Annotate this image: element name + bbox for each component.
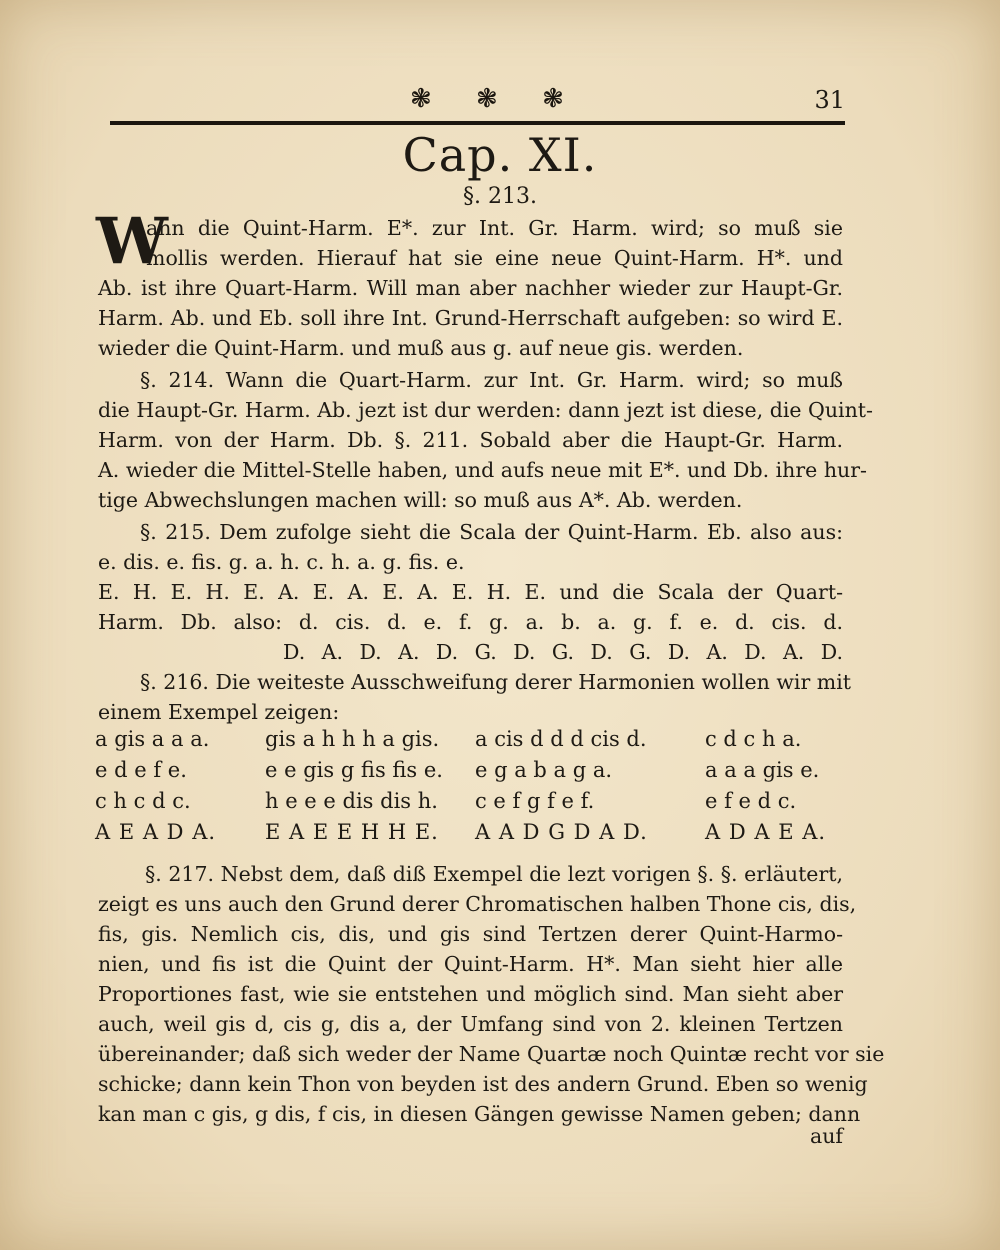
- text-line: tige Abwechslungen machen will: so muß aus A*. Ab. werden.: [98, 488, 743, 512]
- text-line: kan man c gis, g dis, f cis, in diesen Gängen gewisse Namen geben; dann: [98, 1102, 861, 1126]
- text-line: §. 214. Wann die Quart-Harm. zur Int. Gr. Harm. wird; so muß: [140, 368, 843, 392]
- text-line: mollis werden. Hierauf hat sie eine neue Quint-Harm. H*. und: [146, 246, 843, 270]
- text-line: schicke; dann kein Thon von beyden ist des andern Grund. Eben so wenig: [98, 1072, 868, 1096]
- text-line: Ab. ist ihre Quart-Harm. Will man aber nachher wieder zur Haupt-Gr.: [98, 276, 843, 300]
- text-line: die Haupt-Gr. Harm. Ab. jezt ist dur werden: dann jezt ist diese, die Quint-: [98, 398, 873, 422]
- table-cell: c d c h a.: [705, 727, 802, 751]
- text-line: zeigt es uns auch den Grund derer Chromatischen halben Thone cis, dis,: [98, 892, 857, 916]
- text-line: nien, und fis ist die Quint der Quint-Harm. H*. Man sieht hier alle: [98, 952, 843, 976]
- ornament-glyphs: ❃ ❃ ❃: [410, 84, 582, 114]
- table-row: [95, 817, 845, 848]
- text-line: auch, weil gis d, cis g, dis a, der Umfang sind von 2. kleinen Tertzen: [98, 1012, 843, 1036]
- text-line: §. 217. Nebst dem, daß diß Exempel die lezt vorigen §. §. erläutert,: [145, 862, 843, 886]
- text-line: A. wieder die Mittel-Stelle haben, und aufs neue mit E*. und Db. ihre hur-: [98, 458, 867, 482]
- table-cell: e f e d c.: [705, 789, 797, 813]
- text-line: Harm. Db. also: d. cis. d. e. f. g. a. b. a. g. f. e. d. cis. d.: [98, 610, 843, 634]
- table-cell: c e f g f e f.: [475, 789, 595, 813]
- text-line: Harm. von der Harm. Db. §. 211. Sobald aber die Haupt-Gr. Harm.: [98, 428, 843, 452]
- text-line: D. A. D. A. D. G. D. G. D. G. D. A. D. A. D.: [283, 640, 843, 664]
- table-cell: a gis a a a.: [95, 727, 210, 751]
- table-cell: h e e e dis dis h.: [265, 789, 438, 813]
- text-line: §. 216. Die weiteste Ausschweifung derer Harmonien wollen wir mit: [140, 670, 851, 694]
- text-line: §. 215. Dem zufolge sieht die Scala der Quint-Harm. Eb. also aus:: [140, 520, 843, 544]
- text-line: übereinander; daß sich weder der Name Quartæ noch Quintæ recht vor sie: [98, 1042, 885, 1066]
- table-cell: a cis d d d cis d.: [475, 727, 647, 751]
- table-cell: e e gis g fis fis e.: [265, 758, 443, 782]
- text-line: e. dis. e. fis. g. a. h. c. h. a. g. fis. e.: [98, 550, 465, 574]
- table-cell: e d e f e.: [95, 758, 187, 782]
- catchword: auf: [809, 1124, 843, 1148]
- table-cell: a a a gis e.: [705, 758, 820, 782]
- table-cell: A E A D A.: [95, 820, 217, 844]
- text-line: Harm. Ab. und Eb. soll ihre Int. Grund-Herrschaft aufgeben: so wird E.: [98, 306, 843, 330]
- table-row: [95, 724, 845, 755]
- drop-capital: W: [96, 204, 168, 279]
- page-number: 31: [814, 86, 845, 114]
- chapter-title: Cap. XI.: [402, 128, 598, 182]
- text-line: einem Exempel zeigen:: [98, 700, 340, 724]
- text-line: Proportiones fast, wie sie entstehen und möglich sind. Man sieht aber: [98, 982, 843, 1006]
- table-cell: A A D G D A D.: [475, 820, 648, 844]
- example-table: [95, 724, 845, 848]
- header-rule: [110, 121, 845, 125]
- text-line: ann die Quint-Harm. E*. zur Int. Gr. Harm. wird; so muß sie: [146, 216, 843, 240]
- table-row: [95, 786, 845, 817]
- running-head: [110, 84, 845, 120]
- text-line: wieder die Quint-Harm. und muß aus g. auf neue gis. werden.: [98, 336, 744, 360]
- table-cell: gis a h h h a gis.: [265, 727, 440, 751]
- table-cell: e g a b a g a.: [475, 758, 613, 782]
- table-cell: c h c d c.: [95, 789, 191, 813]
- table-cell: E A E E H H E.: [265, 820, 439, 844]
- table-cell: A D A E A.: [705, 820, 827, 844]
- table-row: [95, 755, 845, 786]
- text-line: E. H. E. H. E. A. E. A. E. A. E. H. E. und die Scala der Quart-: [98, 580, 843, 604]
- section-number: §. 213.: [463, 184, 537, 209]
- text-line: fis, gis. Nemlich cis, dis, und gis sind Tertzen derer Quint-Harmo-: [98, 922, 843, 946]
